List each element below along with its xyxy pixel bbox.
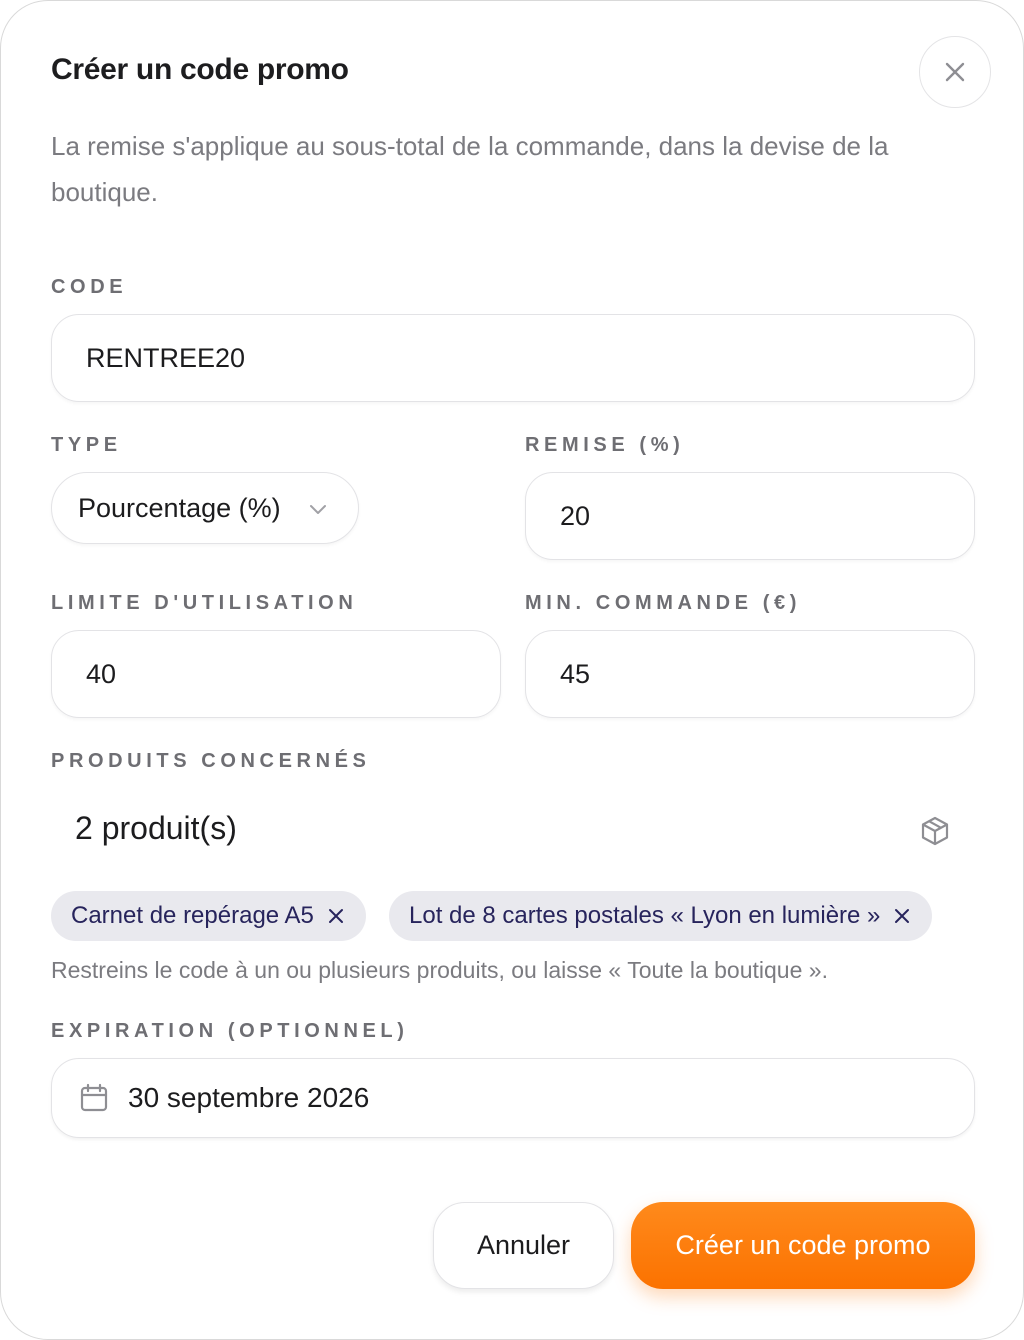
chip-remove-button[interactable] xyxy=(894,908,910,924)
type-selected-value: Pourcentage (%) xyxy=(78,492,281,523)
close-icon xyxy=(943,60,967,84)
product-chip-label: Carnet de repérage A5 xyxy=(71,902,314,929)
code-value: RENTREE20 xyxy=(86,342,246,373)
expiration-date-picker[interactable] xyxy=(51,1058,975,1138)
products-hint: Restreins le code à un ou plusieurs produits, ou laisse « Toute la boutique ». xyxy=(51,957,828,983)
product-chip xyxy=(389,891,932,941)
code-label: CODE xyxy=(51,276,128,298)
calendar-button xyxy=(78,1082,110,1114)
discount-label: REMISE (%) xyxy=(525,434,685,456)
x-icon xyxy=(894,908,910,924)
dialog-title: Créer un code promo xyxy=(51,53,349,86)
type-label: TYPE xyxy=(51,434,122,456)
usage-limit-value: 40 xyxy=(86,658,117,689)
expiration-label: EXPIRATION (OPTIONNEL) xyxy=(51,1020,409,1042)
usage-limit-label: LIMITE D'UTILISATION xyxy=(51,592,358,614)
chip-remove-button[interactable] xyxy=(328,908,344,924)
chevron-down-icon xyxy=(308,499,328,519)
products-picker-button[interactable] xyxy=(919,815,951,852)
create-promo-button[interactable]: Créer un code promo xyxy=(631,1202,975,1289)
close-button[interactable] xyxy=(919,36,991,108)
product-chip xyxy=(51,891,366,941)
products-picker[interactable]: 2 produit(s) xyxy=(75,810,237,846)
dialog-description: La remise s'applique au sous-total de la commande, dans la devise de la boutique. xyxy=(51,131,889,207)
min-order-value: 45 xyxy=(560,658,591,689)
type-select[interactable] xyxy=(51,472,359,544)
min-order-label: MIN. COMMANDE (€) xyxy=(525,592,801,614)
code-input[interactable] xyxy=(51,314,975,402)
products-label: PRODUITS CONCERNÉS xyxy=(51,750,371,772)
product-chip-label: Lot de 8 cartes postales « Lyon en lumière » xyxy=(409,902,881,929)
discount-value: 20 xyxy=(560,500,591,531)
x-icon xyxy=(328,908,344,924)
cancel-button[interactable]: Annuler xyxy=(433,1202,614,1289)
discount-input[interactable] xyxy=(525,472,975,560)
expiration-value: 30 septembre 2026 xyxy=(128,1082,370,1113)
package-icon xyxy=(919,815,951,847)
min-order-input[interactable] xyxy=(525,630,975,718)
calendar-icon xyxy=(78,1082,110,1114)
usage-limit-input[interactable] xyxy=(51,630,501,718)
